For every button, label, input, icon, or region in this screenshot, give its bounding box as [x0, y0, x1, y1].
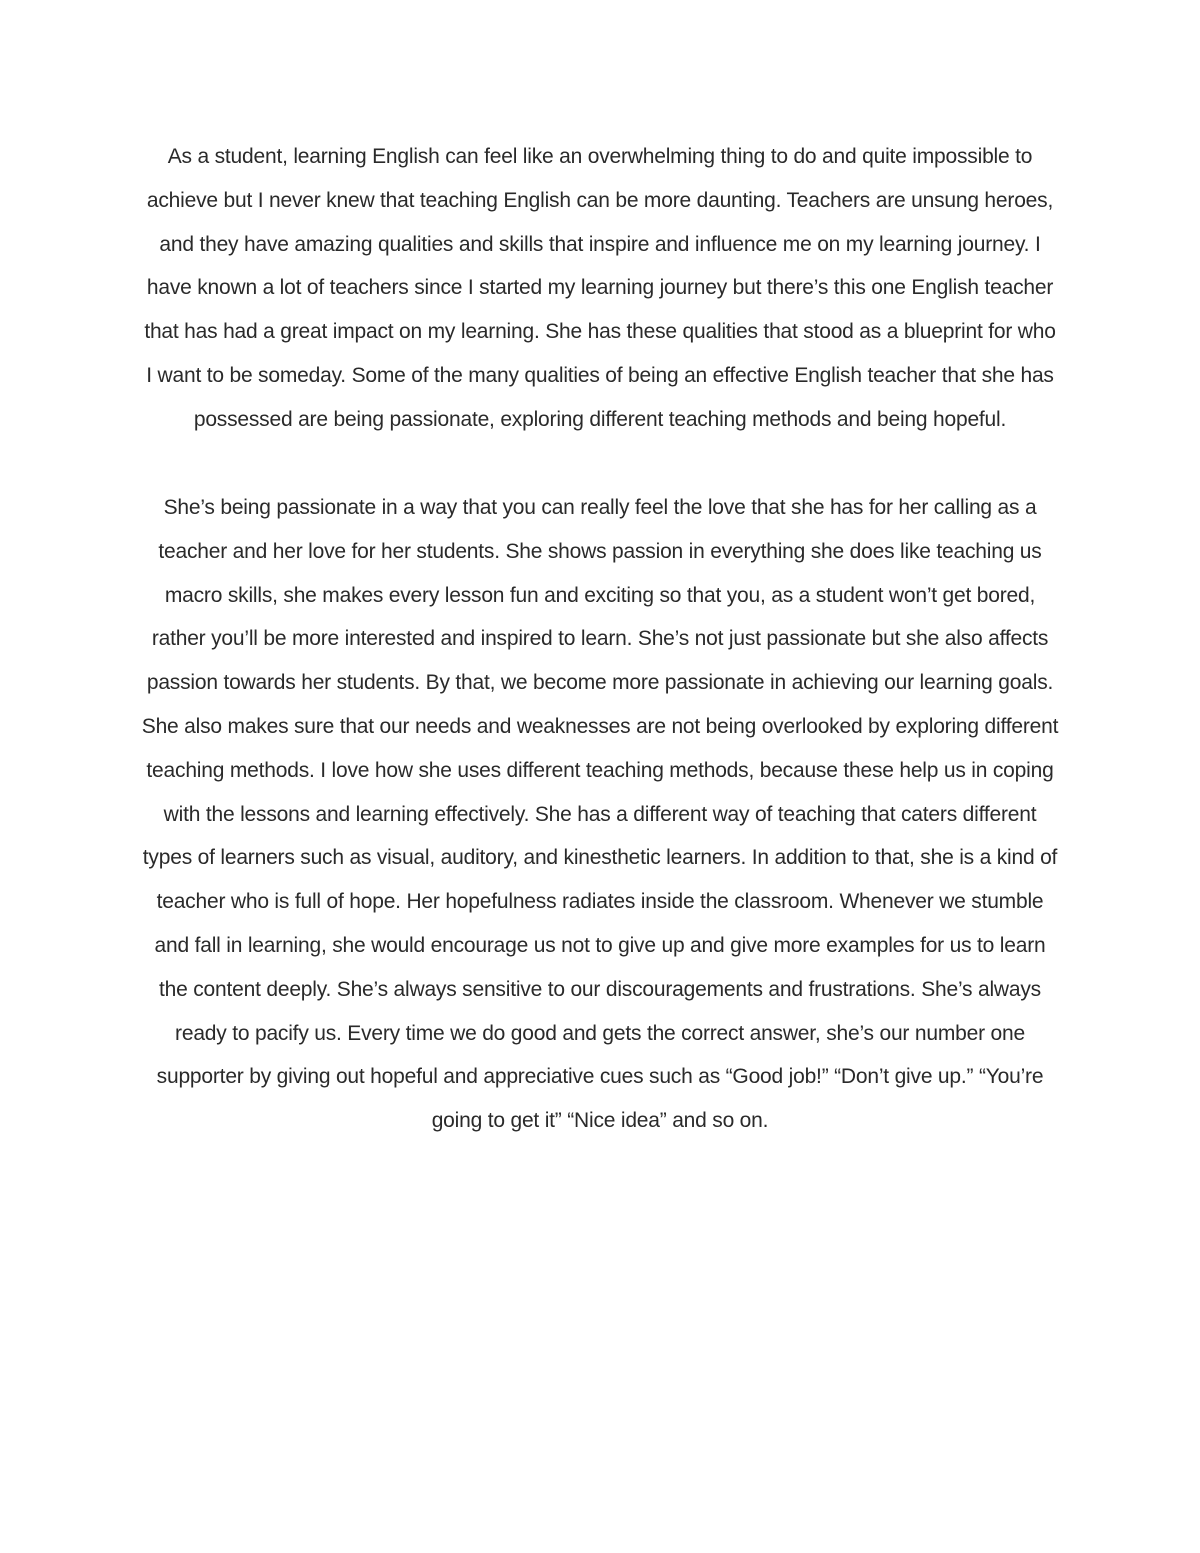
text-line: teaching methods. I love how she uses different teaching methods, because these help us in coping [146, 758, 1054, 782]
text-line: ready to pacify us. Every time we do good and gets the correct answer, she’s our number one [175, 1021, 1025, 1045]
text-line: and fall in learning, she would encourage us not to give up and give more examples for us to learn [154, 933, 1046, 957]
paragraph-2 [110, 486, 1090, 1143]
text-line: passion towards her students. By that, we become more passionate in achieving our learning goals. [146, 671, 1054, 695]
text-line: the content deeply. She’s always sensitive to our discouragements and frustrations. She’s always [159, 977, 1041, 1001]
text-line: and they have amazing qualities and skills that inspire and influence me on my learning journey. I [159, 232, 1041, 256]
text-line: types of learners such as visual, auditory, and kinesthetic learners. In addition to that, she is a kind of [142, 846, 1058, 870]
text-line: I want to be someday. Some of the many qualities of being an effective English teacher that she has [146, 363, 1054, 387]
text-line: macro skills, she makes every lesson fun and exciting so that you, as a student won’t get bored, [164, 583, 1036, 607]
text-line: She also makes sure that our needs and weaknesses are not being overlooked by exploring different [141, 714, 1059, 738]
text-line: teacher and her love for her students. She shows passion in everything she does like teaching us [158, 539, 1042, 563]
text-line: have known a lot of teachers since I started my learning journey but there’s this one English teacher [146, 276, 1054, 300]
text-line: possessed are being passionate, exploring different teaching methods and being hopeful. [193, 407, 1007, 431]
text-line: rather you’ll be more interested and inspired to learn. She’s not just passionate but she also affects [151, 627, 1049, 651]
text-line: that has had a great impact on my learning. She has these qualities that stood as a blueprint for who [144, 320, 1056, 344]
text-line: going to get it” “Nice idea” and so on. [431, 1109, 769, 1133]
text-line: She’s being passionate in a way that you can really feel the love that she has for her calling as a [163, 496, 1037, 519]
text-line: with the lessons and learning effectively. She has a different way of teaching that caters different [163, 802, 1037, 826]
paragraph-1 [110, 135, 1090, 442]
text-line: supporter by giving out hopeful and appreciative cues such as “Good job!” “Don’t give up.” “You’re [156, 1065, 1044, 1089]
text-line: teacher who is full of hope. Her hopefulness radiates inside the classroom. Whenever we stumble [156, 890, 1044, 914]
text-line: achieve but I never knew that teaching English can be more daunting. Teachers are unsung heroes, [146, 188, 1054, 212]
text-line: As a student, learning English can feel like an overwhelming thing to do and quite impossible to [167, 145, 1033, 168]
